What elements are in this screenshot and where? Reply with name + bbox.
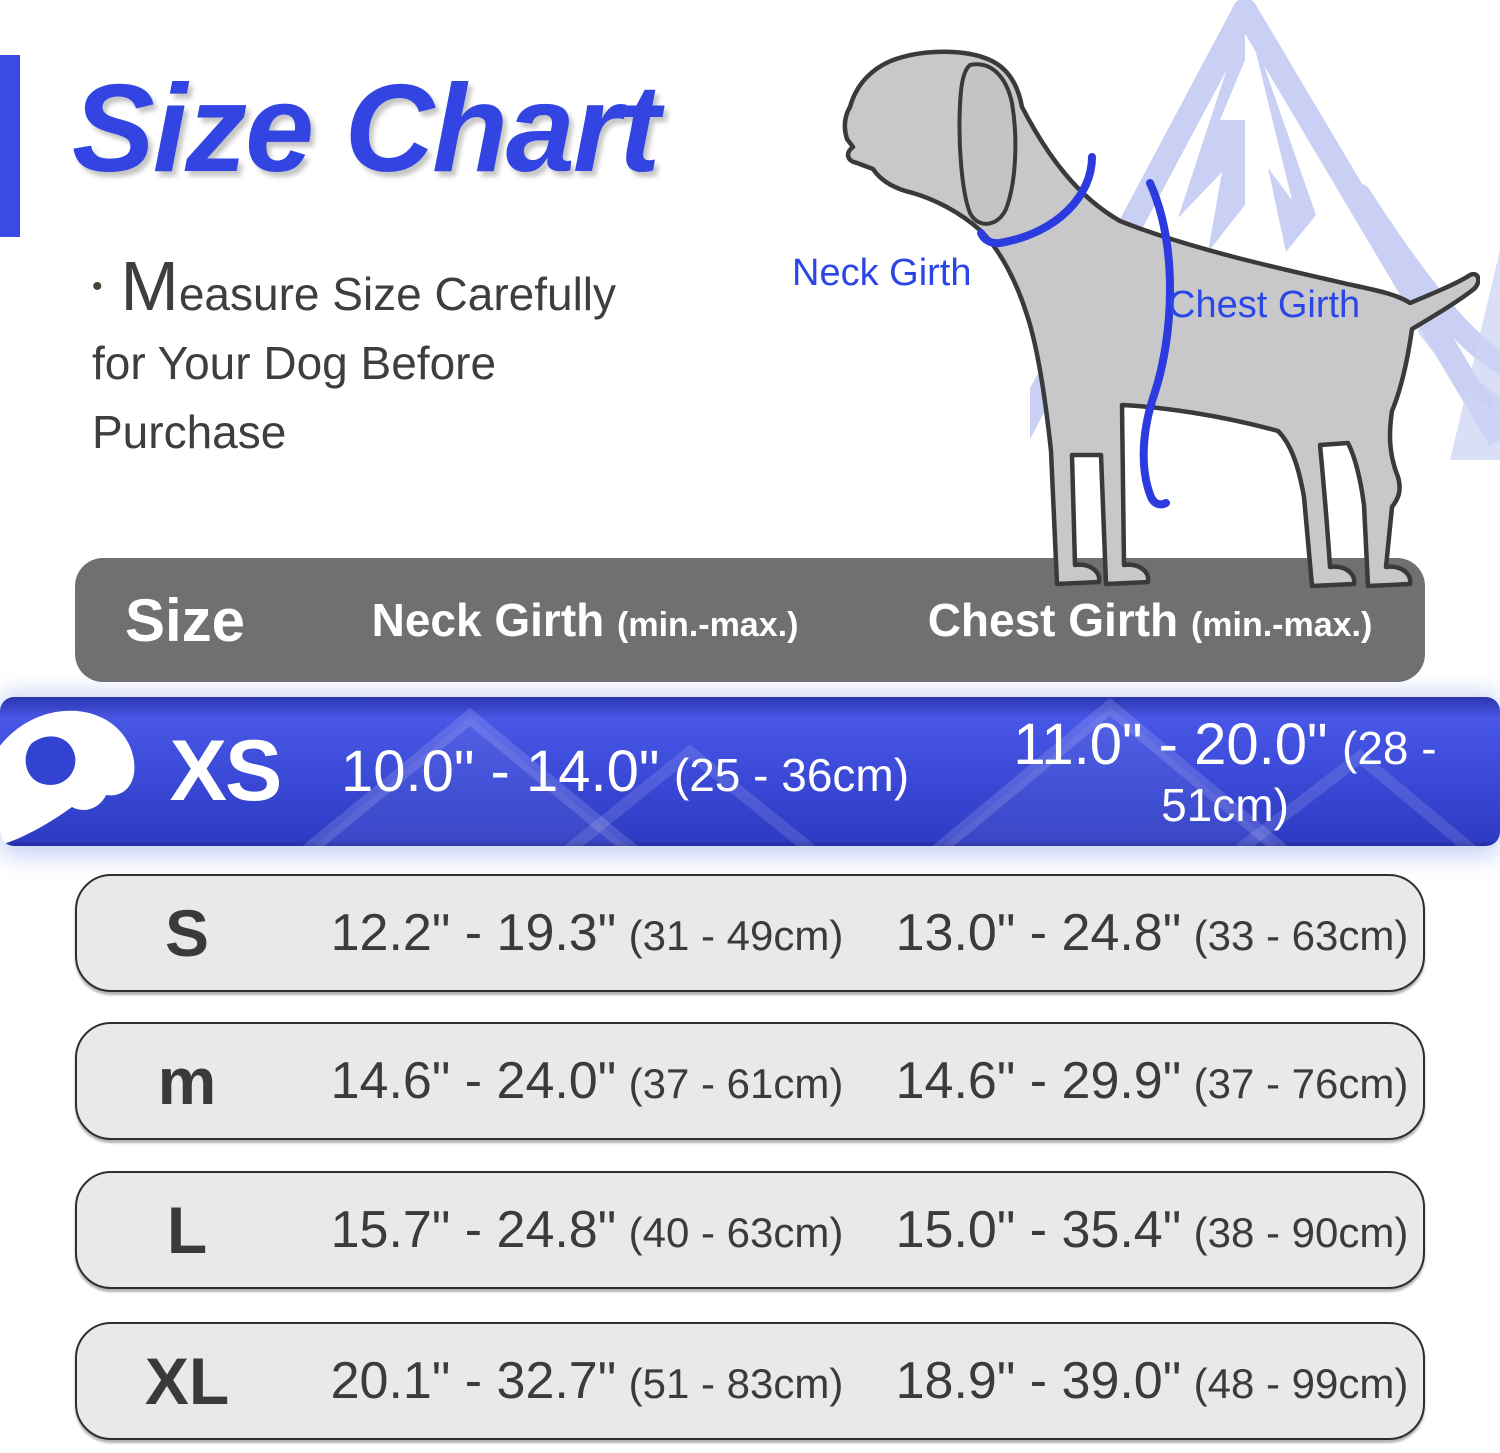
row-s-chest-value [877, 903, 1427, 963]
row-xl-size: XL [144, 1344, 230, 1418]
measure-note [92, 247, 752, 467]
row-l-neck-cm: (40 - 63cm) [628, 1209, 844, 1256]
note-line2: for Your Dog Before [92, 337, 497, 389]
header-chest-minmax: (min.-max.) [1190, 606, 1373, 644]
note-line3: Purchase [92, 406, 287, 458]
row-s-neck-value [297, 903, 877, 963]
row-xl-chest-value [877, 1351, 1427, 1411]
row-l-chest-cm: (38 - 90cm) [1193, 1209, 1409, 1256]
row-s-size: S [164, 896, 210, 970]
dog-ear [959, 64, 1015, 224]
header-chest-title: Chest Girth [927, 594, 1179, 646]
neck-girth-label: Neck Girth [792, 252, 972, 294]
row-l-size: L [166, 1193, 208, 1267]
dog-head-badge [0, 697, 150, 846]
row-m-chest-value [877, 1051, 1427, 1111]
row-xs-neck-inches: 10.0" - 14.0" [340, 739, 660, 804]
row-s-chest-inches: 13.0" - 24.8" [895, 904, 1182, 962]
accent-bar [0, 55, 20, 237]
row-s-neck-cm: (31 - 49cm) [628, 912, 844, 959]
table-row-l [75, 1171, 1425, 1289]
row-s-chest-cm: (33 - 63cm) [1193, 912, 1409, 959]
row-xl-neck-cm: (51 - 83cm) [628, 1360, 844, 1407]
page-title: Size Chart [72, 60, 659, 198]
header-neck-girth [295, 593, 875, 647]
note-lead-letter: M [120, 247, 179, 325]
row-m-neck-cm: (37 - 61cm) [628, 1060, 844, 1107]
header-neck-minmax: (min.-max.) [617, 606, 799, 644]
row-s-neck-inches: 12.2" - 19.3" [330, 904, 617, 962]
row-xs-chest-cm: (28 - 51cm) [1161, 722, 1437, 831]
row-xs-chest-inches: 11.0" - 20.0" [1013, 712, 1328, 777]
row-xs-chest-value [950, 711, 1500, 832]
table-row-s [75, 874, 1425, 992]
row-l-neck-value [297, 1200, 877, 1260]
row-l-neck-inches: 15.7" - 24.8" [330, 1201, 617, 1259]
table-row-m [75, 1022, 1425, 1140]
row-m-neck-value [297, 1051, 877, 1111]
row-xs-neck-cm: (25 - 36cm) [673, 749, 910, 801]
dog-illustration [820, 35, 1480, 615]
note-line1: easure Size Carefully [178, 268, 617, 320]
row-xl-neck-inches: 20.1" - 32.7" [330, 1352, 617, 1410]
row-m-chest-inches: 14.6" - 29.9" [895, 1052, 1182, 1110]
table-row-xl [75, 1322, 1425, 1440]
row-xl-neck-value [297, 1351, 877, 1411]
row-xl-chest-inches: 18.9" - 39.0" [895, 1352, 1182, 1410]
row-xs-neck-value [300, 738, 950, 805]
table-row-xs [0, 697, 1500, 846]
row-m-chest-cm: (37 - 76cm) [1193, 1060, 1409, 1107]
row-m-neck-inches: 14.6" - 24.0" [330, 1052, 617, 1110]
row-m-size: m [157, 1044, 217, 1118]
row-l-chest-inches: 15.0" - 35.4" [895, 1201, 1182, 1259]
note-bullet: • [92, 270, 103, 303]
row-xl-chest-cm: (48 - 99cm) [1193, 1360, 1409, 1407]
chest-girth-label: Chest Girth [1168, 284, 1361, 326]
row-xs-size: XS [169, 723, 281, 819]
row-l-chest-value [877, 1200, 1427, 1260]
header-size: Size [124, 586, 246, 654]
header-neck-title: Neck Girth [371, 594, 605, 646]
